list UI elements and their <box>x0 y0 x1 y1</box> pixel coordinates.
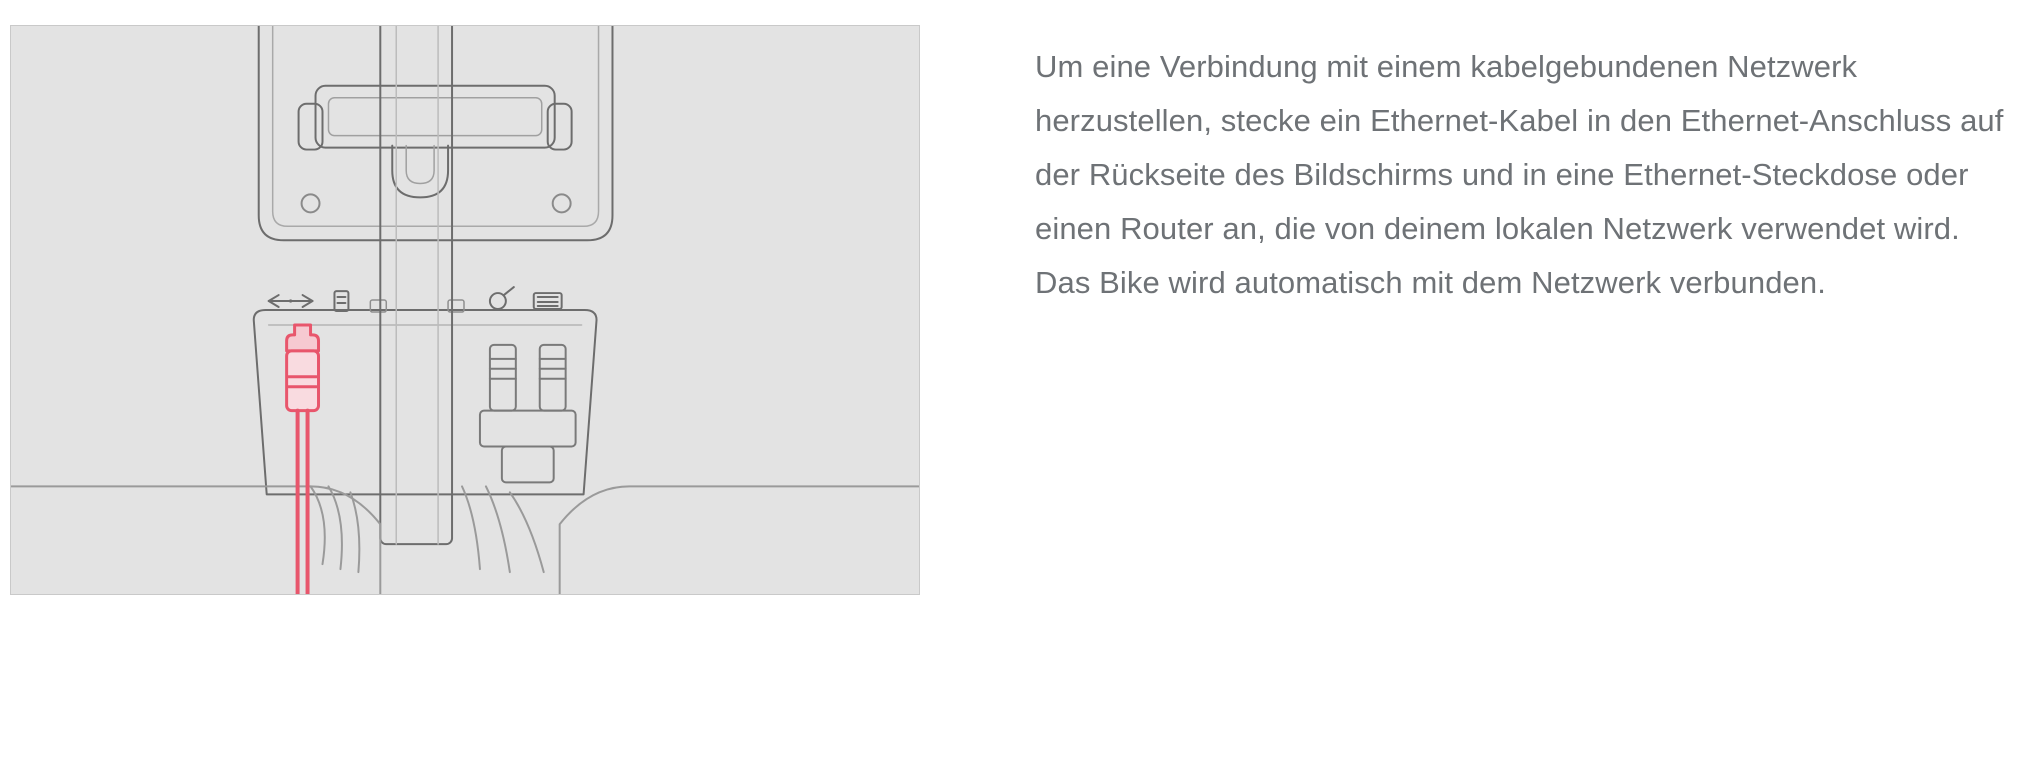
ethernet-port-icon <box>269 295 313 307</box>
usb-port-icon <box>334 291 348 311</box>
instruction-paragraph: Um eine Verbindung mit einem kabelgebundenen Netzwerk herzustellen, stecke ein Ethernet-Kabel in den Ethernet-Anschluss auf der Rückseite des Bildschirms und in eine Ethernet-Steckdose oder einen Router an, die von deinem lokalen Netzwerk verwendet wird. Das Bike wird automatisch mit dem Netzwerk verbunden. <box>1035 49 2004 300</box>
text-column <box>1035 40 2020 310</box>
illustration-panel <box>10 25 920 595</box>
bike-screen-rear-diagram <box>11 26 919 594</box>
power-port-icon <box>534 293 562 309</box>
headphone-jack-icon <box>490 287 514 309</box>
